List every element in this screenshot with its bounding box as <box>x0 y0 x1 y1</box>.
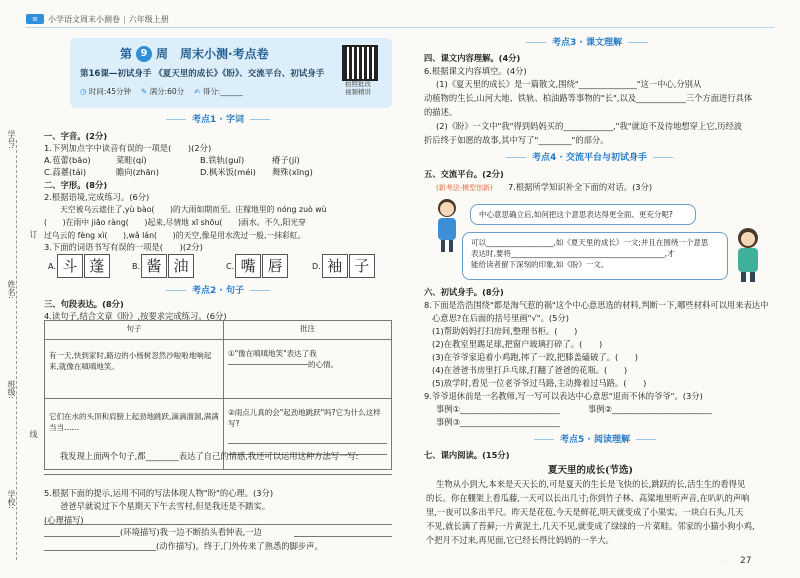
q1-option-c2: 瞻向(zhān) <box>116 167 160 177</box>
reading-line-5: 个把月不过来,再见面,它已经长得比妈妈的一半大。 <box>426 535 614 545</box>
q8-item-5[interactable]: (5)放学时,看见一位老爷爷过马路,主动搀着过马路。( ) <box>432 378 647 388</box>
q8-item-3[interactable]: (3)在爷爷家追着小鸡跑,摔了一跤,把膝盖磕破了。( ) <box>432 352 639 362</box>
char-box: 嘴 <box>235 254 261 278</box>
q8-item-1[interactable]: (1)帮助妈妈打扫房间,整理书柜。( ) <box>432 326 578 336</box>
q3-option-b[interactable]: B. 酱 油 <box>132 254 194 278</box>
section-5-heading: 考点5 · 阅读理解 <box>528 432 662 445</box>
char-box: 蓬 <box>84 254 110 278</box>
clock-icon: ◷ <box>80 87 87 96</box>
answer-line[interactable] <box>44 474 392 475</box>
char-box: 子 <box>349 254 375 278</box>
sentence-1: 有一天,快到家时,路边的小杨树忽然沙啦啦地响起来,就像在嗔嗔地笑。 <box>45 340 224 399</box>
q5-line-2: (心理描写) <box>44 515 84 525</box>
note-2[interactable]: ②雨点儿真的会"起劲地跳跃"吗?它为什么这样写? <box>224 399 392 470</box>
name-label: 姓名: <box>7 280 16 299</box>
school-label: 学校: <box>7 490 16 509</box>
answer-line[interactable] <box>44 536 120 537</box>
char-box: 斗 <box>57 254 83 278</box>
q7-heading: 五、交流平台。(2分) <box>424 169 504 179</box>
q2-passage-2: ( )在雨中 jiāo ràng( )起来,尽情地 xī shōu( )雨水。不久,阳光穿 <box>44 218 306 227</box>
col-note-header: 批注 <box>224 321 392 340</box>
q6-line-1: (1)《夏天里的成长》是一篇散文,围绕"______________"这一中心,分别从 <box>436 79 702 89</box>
q5-line-1: 爸爸早就说过下个星期天下午去雪村,但是我还是不踏实。 <box>60 501 271 511</box>
q9-text: 9.爷爷退休前是一名教师,写一写可以表达中心意思"退而不休的爷爷"。(3分) <box>424 391 703 401</box>
new-method-tag: (新考法·模型创新) <box>436 184 493 192</box>
q3-option-c[interactable]: C. 嘴 唇 <box>226 254 288 278</box>
char-box: 袖 <box>322 254 348 278</box>
q4-follow-up: 我发现上面两个句子,都________表达了自己的情感,我还可以运用这种方法写一写: <box>60 451 359 461</box>
reading-line-3: 里,一夜可以多出半尺。昨天是花苞,今天是鲜花,明天就变成了小果实。一块白石头,几天 <box>426 507 744 517</box>
page-dots: · · · <box>717 558 729 566</box>
q1-option-d1: D.枫米饭(méi) <box>200 167 256 177</box>
class-label: 班级: <box>7 380 16 399</box>
q3-option-a[interactable]: A. 斗 蓬 <box>48 254 110 278</box>
q4-text: 4.读句子,结合文章《盼》,按要求完成练习。(6分) <box>44 311 227 321</box>
q1-option-b2: 瘠子(jí) <box>272 155 300 165</box>
binding-mark-2: 线 <box>29 430 38 438</box>
q9-example-2[interactable]: 事例②________________________ <box>588 404 712 414</box>
qr-code[interactable] <box>342 45 378 81</box>
binding-mark-1: 订 <box>29 230 38 238</box>
q1-option-a2: 菜畦(qí) <box>116 155 147 165</box>
sentence-2: 它们在水的头顶和肩膀上起劲地跳跃,滴滴溜溜,满满当当…… <box>45 399 224 470</box>
q1-option-b1: B.铁轨(guǐ) <box>200 155 245 165</box>
page-number: 27 <box>740 556 752 566</box>
char-box: 酱 <box>141 254 167 278</box>
q1-option-d2: 舞殊(xīng) <box>272 167 313 177</box>
answer-line[interactable] <box>294 536 392 537</box>
q7-text: 7.根据所学知识补全下面的对话。(3分) <box>508 182 653 192</box>
q10-heading: 七、课内阅读。(15分) <box>424 450 510 460</box>
section-4-heading: 考点4 · 交流平台与初试身手 <box>500 150 679 163</box>
q8-line-2: 心意思?在后面的括号里画"√"。(5分) <box>432 313 569 323</box>
q6-heading: 四、课文内容理解。(4分) <box>424 53 521 63</box>
grade-label: 六年级上册 <box>128 14 169 24</box>
q5-line-3: (环境描写)我一边不断抬头看钟表,一边 <box>120 527 262 537</box>
lesson-subtitle: 第16课—初试身手 《夏天里的成长》《盼》、交流平台、初试身手 <box>80 69 325 79</box>
section-3-heading: 考点3 · 课文理解 <box>520 35 654 48</box>
note-1[interactable]: ①"像在嗔嗔地笑"表达了我 的心情。 <box>224 340 392 399</box>
q2-passage-3: 过乌云的 fèng xì( ),wǎ lán( )的天空,像是用水洗过一般,一抹彩虹。 <box>44 231 306 240</box>
exam-meta: ◷ 时间:45分钟 ✎ 满分:60分 ✍ 得分:______ <box>80 87 243 96</box>
q6-line-2: 动植物的生长,山河大地、铁轨、柏油路等事物的"长",以及____________三个方面进行具体 <box>424 93 753 103</box>
qr-caption: 拍照批改 视频精讲 <box>345 80 371 96</box>
reading-line-4: 不见,就长满了苔藓;一片黄泥土,几天不见,就变成了绿绿的一片菜畦。邻家的小猫小狗小鸡, <box>426 521 755 531</box>
speech-bubble-2[interactable]: 可以__________________,如《夏天里的成长》一文;并且在围绕一个意思 表达时,要将_________________________________________,才 能给读者留下深刻的印象,如《盼》一文。 <box>462 232 728 280</box>
q1-heading: 一、字音。(2分) <box>44 131 108 141</box>
brand-logo: ≡ <box>26 14 44 24</box>
brand-name: 小学语文周末小测卷 <box>48 14 120 24</box>
col-sentence-header: 句子 <box>45 321 224 340</box>
speech-bubble-1: 中心意思确立后,如何把这个意思表达得更全面、更充分呢? <box>470 204 696 225</box>
q8-item-2[interactable]: (2)在教室里踢足球,把窗户玻璃打碎了。( ) <box>432 339 603 349</box>
section-2-heading: 考点2 · 句子 <box>160 283 276 296</box>
q8-line-1: 8.下面是浩浩围绕"都是淘气惹的祸"这个中心意思选的材料,判断一下,哪些材料可以用来表达中 <box>424 300 769 310</box>
answer-line[interactable] <box>44 524 392 525</box>
table-header-row <box>45 321 392 340</box>
char-box: 唇 <box>262 254 288 278</box>
q3-text: 3.下面的词语书写有误的一项是( )(2分) <box>44 242 203 252</box>
week-number: 9 <box>136 46 152 62</box>
reading-line-1: 生物从小到大,本来是天天长的,可是夏天的生长是飞快的长,跳跃的长,活生生的看得见 <box>436 479 746 489</box>
q8-heading: 六、初试身手。(8分) <box>424 287 504 297</box>
section-1-heading: 考点1 · 字词 <box>160 112 276 125</box>
q2-text: 2.根据语境,完成练习。(6分) <box>44 192 150 202</box>
teacher-icon <box>730 226 766 284</box>
q1-text: 1.下列加点字中读音有误的一项是( )(2分) <box>44 143 212 153</box>
q3-option-d[interactable]: D. 袖 子 <box>312 254 375 278</box>
reading-title: 夏天里的成长(节选) <box>548 465 633 476</box>
q9-example-1[interactable]: 事例①________________________ <box>436 404 560 414</box>
q8-item-4[interactable]: (4)在爸爸书房里打乒乓球,打翻了爸爸的花瓶。( ) <box>432 365 628 375</box>
q6-text: 6.根据课文内容填空。(4分) <box>424 66 527 76</box>
char-box: 油 <box>168 254 194 278</box>
q4-heading: 三、句段表达。(8分) <box>44 299 124 309</box>
q6-line-4: (2)《盼》一文中"我"得到妈妈买的____________,"我"就迫不及待地想穿上它,历经波 <box>436 121 743 131</box>
page-title: 第 9 周 周末小测·考点卷 <box>120 47 269 61</box>
header-rule <box>26 27 774 28</box>
q5-text: 5.根据下面的提示,运用不同的写法体现人物"盼"的心理。(3分) <box>44 488 274 498</box>
q2-passage-1: 天空被乌云遮住了,yù bào( )的大雨如期而至。庄稼地里的 nóng zuò wù <box>60 205 327 214</box>
q1-option-a1: A.苞蕾(bāo) <box>44 155 91 165</box>
number-label: 学号: <box>7 130 16 149</box>
table-row <box>45 340 392 399</box>
student-girl-icon <box>432 196 462 254</box>
reading-line-2: 的长。你在棚架上看瓜藤,一天可以长出几寸;你到竹子林、高粱地里听声音,在叭叭的声响 <box>426 493 750 503</box>
annotation-table <box>44 320 392 470</box>
pen-icon: ✍ <box>194 87 201 96</box>
answer-line[interactable] <box>44 550 156 551</box>
page-header: ≡ 小学语文周末小测卷 | 六年级上册 <box>26 12 169 26</box>
score-icon: ✎ <box>140 87 148 96</box>
q5-line-4: (动作描写)。终于,门外传来了熟悉的脚步声。 <box>156 541 323 551</box>
q9-example-3[interactable]: 事例③________________________ <box>436 417 560 427</box>
q1-option-c1: C.蒜薹(tái) <box>44 167 87 177</box>
q6-line-3: 的描述。 <box>424 107 458 117</box>
q2-heading: 二、字形。(8分) <box>44 180 108 190</box>
q6-line-5: 折后终于如愿的故事,其中写了"________"的部分。 <box>424 135 609 145</box>
